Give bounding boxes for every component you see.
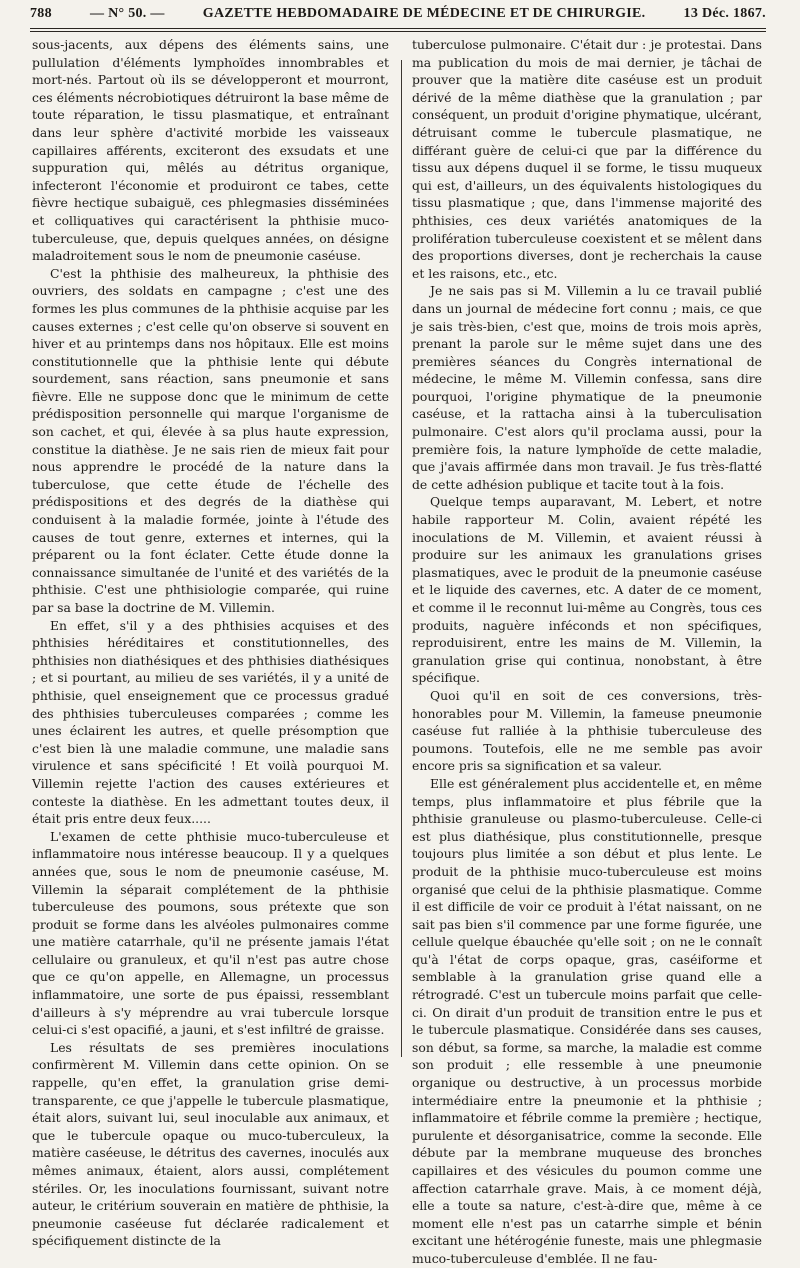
paragraph: Je ne sais pas si M. Villemin a lu ce travail publié dans un journal de médecine fort connu ; mais, ce que je sais très-bien, c'est que, moins de trois mois après, prenant la parole sur le même sujet dans une des premières séances du Congrès international de médecine, le même M. Villemin confessa, sans dire pourquoi, l'origine phymatique de la pneumonie caséuse, et la rattacha ainsi à la tuberculisation pulmonaire. C'est alors qu'il proclama aussi, pour la première fois, la nature lymphoïde de cette maladie, que j'avais affirmée dans mon travail. Je fus très-flatté de cette adhésion publique et tacite tout à la fois.	[412, 283, 762, 492]
paragraph: Quelque temps auparavant, M. Lebert, et notre habile rapporteur M. Colin, avaient répété les inoculations de M. Villemin, et avaient réussi à produire sur les animaux les granulations grises plasmatiques, avec le produit de la pneumonie caséuse et le liquide des cavernes, etc. A dater de ce moment, et comme il le reconnut lui-même au Congrès, tous ces produits, naguère inféconds et non spécifiques, reproduisirent, entre les mains de M. Villemin, la granulation grise qui continua, nonobstant, à être spécifique.	[412, 494, 762, 686]
page-number: 788	[30, 6, 52, 21]
journal-title: GAZETTE HEBDOMADAIRE DE MÉDECINE ET DE CHIRURGIE.	[202, 6, 646, 21]
paragraph: Elle est généralement plus accidentelle et, en même temps, plus inflammatoire et plus fébrile que la phthisie granuleuse ou plasmo-tuberculeuse. Celle-ci est plus diathésique, plus constitutionnelle, presque toujours plus limitée a son début et plus lente. Le produit de la phthisie muco-tuberculeuse est moins organisé que celui de la phthisie plasmatique. Comme il est difficile de voir ce produit à l'état naissant, on ne sait pas bien s'il commence par une forme figurée, une cellule quelque ébauchée qu'elle soit ; on ne le connaît qu'à l'état de corps opaque, gras, caséiforme et semblable à la granulation grise quand elle a rétrogradé. C'est un tubercule moins parfait que celle-ci. On dirait d'un produit de transition entre le pus et le tubercule plasmatique. Considérée dans ses causes, son début, sa forme, sa marche, la maladie est comme son produit ; elle ressemble à une pneumonie organique ou destructive, à un processus morbide intermédiaire entre la pneumonie et la phthisie ; inflammatoire et fébrile comme la première ; hectique, purulente et désorganisatrice, comme la seconde. Elle débute par la membrane muqueuse des bronches capillaires et des vésicules du poumon comme une affection catarrhale grave. Mais, à ce moment déjà, elle a toute sa nature, c'est-à-dire que, même à ce moment elle n'est pas un catarrhe simple et bénin excitant une hétérogénie funeste, mais une phlegmasie muco-tuberculeuse d'emblée. Il ne fau-	[412, 775, 762, 1266]
paragraph: En effet, s'il y a des phthisies acquises et des phthisies héréditaires et constitutionnelles, des phthisies non diathésiques et des phthisies diathésiques ; et si pourtant, au milieu de ses variétés, il y a unité de phthisie, quel enseignement que ce processus gradué des phthisies tuberculeuses comparées ; comme les unes éclairent les autres, et quelle présomption que c'est bien là une maladie commune, une maladie sans virulence et sans spécificité ! Et voilà pourquoi M. Villemin rejette l'action des causes extérieures et conteste la diathèse. En les admettant toutes deux, il était pris entre deux feux.....	[32, 617, 389, 827]
paragraph: sous-jacents, aux dépens des éléments sains, une pullulation d'éléments lymphoïdes innombrables et mort-nés. Partout où ils se développeront et mourront, ces éléments nécrobiotiques détruiront la base même de toute réparation, le tissu plasmatique, et entraînant dans leur sphère d'activité morbide les vaisseaux capillaires afférents, exciteront des exsudats et une suppuration qui, mêlés au détritus organique, infecteront l'économie et produiront ce tabes, cette fièvre hectique subaiguë, ces phlegmasies disséminées et colliquatives qui caractérisent la phthisie muco-tuberculeuse, que, depuis quelques années, on désigne maladroitement sous le nom de pneumonie caséuse.	[32, 37, 390, 264]
left-column	[32, 36, 390, 1249]
column-divider	[401, 60, 402, 1057]
paragraph: L'examen de cette phthisie muco-tuberculeuse et inflammatoire nous intéresse beaucoup. Il y a quelques années que, sous le nom de pneumonie caséuse, M. Villemin la séparait complétement de la phthisie tuberculeuse des poumons, sous prétexte que son produit se forme dans les alvéoles pulmonaires comme une matière catarrhale, qu'il ne présente jamais l'état cellulaire ou granuleux, et qu'il n'est pas autre chose que ce qu'on appelle, en Allemagne, un processus inflammatoire, une sorte de pus épaissi, ressemblant d'ailleurs à s'y méprendre au vrai tubercule lorsque celui-ci s'est opacifié, a jauni, et s'est infiltré de graisse.	[32, 828, 389, 1038]
paragraph: Les résultats de ses premières inoculations confirmèrent M. Villemin dans cette opinion. On se rappelle, qu'en effet, la granulation grise demi-transparente, ce que j'appelle le tubercule plasmatique, était alors, suivant lui, seul inoculable aux animaux, et que le tubercule opaque ou muco-tuberculeux, la matière caséeuse, le détritus des cavernes, inoculés aux mêmes animaux, étaient, alors aussi, complétement stériles. Or, les inoculations fournissant, suivant notre auteur, le critérium souverain en matière de phthisie, la pneumonie caséeuse fut déclarée radicalement et spécifiquement distincte de la	[32, 1039, 389, 1249]
issue-number: — N° 50. —	[89, 6, 165, 21]
right-column	[412, 36, 762, 1266]
paragraph: Quoi qu'il en soit de ces conversions, très-honorables pour M. Villemin, la fameuse pneumonie caséuse fut ralliée à la phthisie tuberculeuse des poumons. Toutefois, elle ne me semble pas avoir encore pris sa signification et sa valeur.	[412, 687, 762, 774]
page-header	[30, 2, 766, 26]
paragraph: tuberculose pulmonaire. C'était dur : je protestai. Dans ma publication du mois de mai dernier, je tâchai de prouver que la matière dite caséuse est un produit dérivé de la même diathèse que la granulation ; par conséquent, un produit d'origine phymatique, ulcérant, détruisant comme le tubercule plasmatique, ne différant guère de celui-ci que par la différence du tissu aux dépens duquel il se forme, le tissu muqueux qui est, d'ailleurs, un des équivalents histologiques du tissu plasmatique ; que, dans l'immense majorité des phthisies, ces deux variétés anatomiques de la prolifération tuberculeuse coexistent et se mêlent dans des proportions diverses, dont je recherchais la cause et les raisons, etc., etc.	[412, 37, 762, 281]
header-rule	[30, 28, 766, 29]
paragraph: C'est la phthisie des malheureux, la phthisie des ouvriers, des soldats en campagne ; c'est une des formes les plus communes de la phthisie acquise par les causes externes ; c'est celle qu'on observe si souvent en hiver et au printemps dans nos hôpitaux. Elle est moins constitutionnelle que la phthisie lente qui débute sourdement, sans réaction, sans pneumonie et sans fièvre. Elle ne suppose donc que le minimum de cette prédisposition personnelle qui marque l'organisme de son cachet, et qui, élevée à sa plus haute expression, constitue la diathèse. Je ne sais rien de mieux fait pour nous apprendre le procédé de la nature dans la tuberculose, que cette étude de l'échelle des prédispositions et des degrés de la diathèse qui conduisent à la maladie formée, jointe à l'étude des causes de tout genre, externes et internes, qui la préparent ou la font éclater. Cette étude donne la connaissance simultanée de l'unité et des variétés de la phthisie. C'est une phthisiologie comparée, qui ruine par sa base la doctrine de M. Villemin.	[32, 265, 389, 615]
issue-date: 13 Déc. 1867.	[683, 6, 766, 21]
header-rule-thin	[30, 31, 766, 32]
